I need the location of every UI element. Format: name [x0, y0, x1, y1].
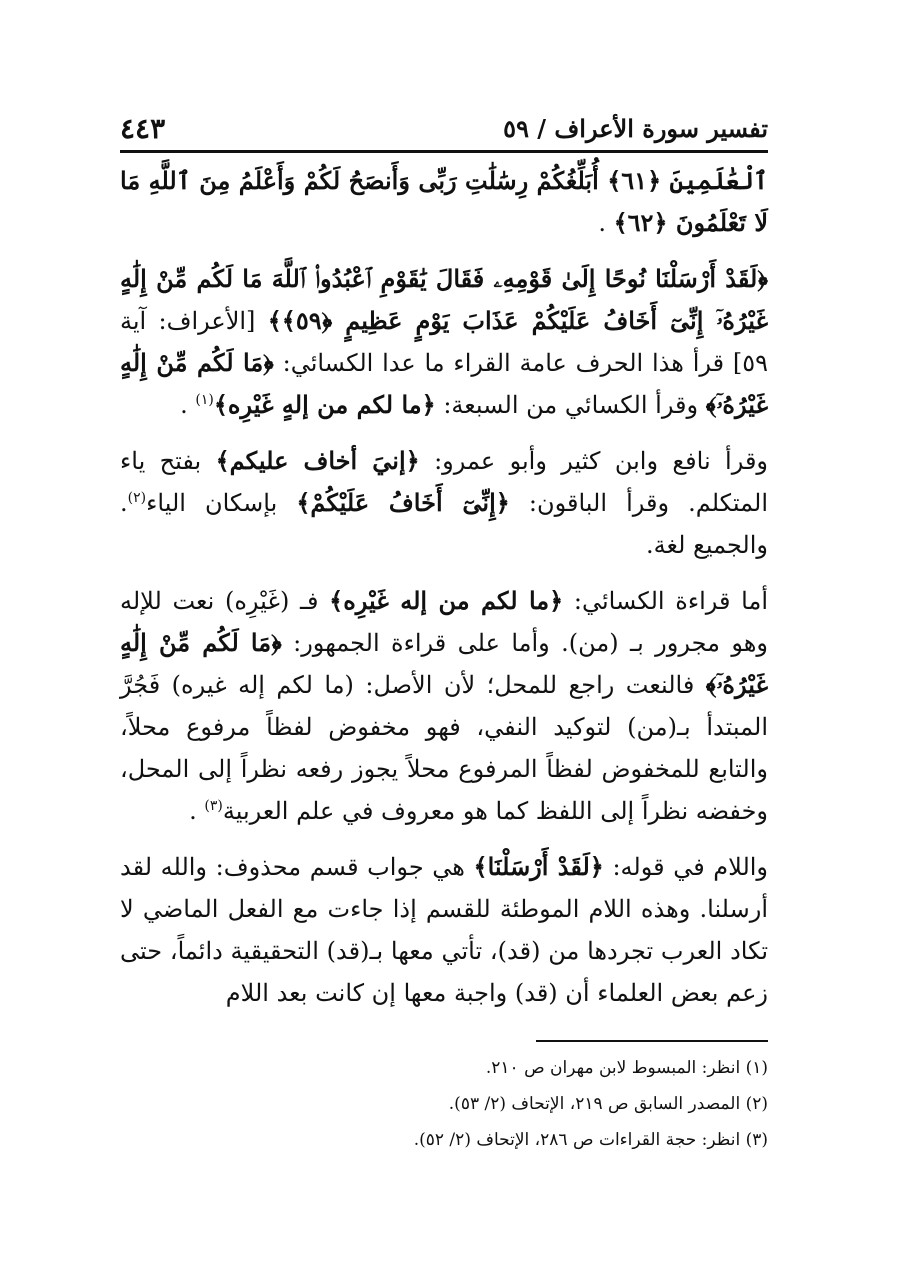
- text-run: بفتح ياء المتكلم. وقرأ الباقون:: [120, 447, 768, 517]
- footnote-marker: (٣): [204, 798, 223, 814]
- text-run: واللام في قوله:: [603, 853, 769, 881]
- page-header: [120, 108, 768, 148]
- paragraph: [120, 440, 768, 566]
- quran-quote: ﴿إنيَ أخاف عليكم﴾: [215, 446, 420, 475]
- footnote-marker: (٢): [127, 490, 147, 506]
- text-run: هي جواب قسم محذوف: والله لقد أرسلنا. وهذه اللام الموطئة للقسم إذا جاءت مع الفعل الماضي لا تكاد العرب تجردها من (قد)، تأتي معها بـ(قد) التحقيقية دائماً، حتى زعم بعض العلماء أن (قد) واجبة معها إن كانت بعد اللام: [120, 853, 768, 1007]
- text-run: .: [598, 209, 614, 237]
- footnote-3: (٣) انظر: حجة القراءات ص ٢٨٦، الإتحاف (٢/ ٥٢).: [413, 1130, 768, 1150]
- text-run: [الأعراف: آية ٥٩] قرأ هذا الحرف عامة القراء ما عدا الكسائي:: [120, 307, 768, 377]
- paragraph: [120, 258, 768, 426]
- footnotes: [120, 1050, 768, 1158]
- quran-quote: ﴿ما لكم من إله غَيْرِه﴾: [329, 586, 564, 615]
- quran-quote: ﴿إِنِّىٓ أَخَافُ عَلَيْكُمْ﴾: [296, 488, 510, 517]
- quran-quote: ﴿لَقَدْ أَرْسَلْنَا نُوحًا إِلَىٰ قَوْمِهِۦ فَقَالَ يَٰقَوْمِ ٱعْبُدُوا۟ ٱللَّهَ مَا لَكُم مِّنْ إِلَٰهٍ غَيْرُهُۥٓ إِنِّىٓ أَخَافُ عَلَيْكُمْ عَذَابَ يَوْمٍ عَظِيمٍ ﴿٥٩﴾﴾: [120, 264, 768, 335]
- quran-quote: ٱلْعَٰلَمِينَ ﴿٦١﴾ أُبَلِّغُكُمْ رِسَٰلَٰتِ رَبِّى وَأَنصَحُ لَكُمْ وَأَعْلَمُ مِنَ ٱللَّهِ مَا لَا تَعْلَمُونَ ﴿٦٢﴾: [120, 166, 768, 237]
- text-run: أما قراءة الكسائي:: [563, 587, 769, 615]
- text-run: .: [180, 391, 196, 419]
- footnote-marker: (١): [195, 392, 214, 408]
- paragraph: [120, 580, 768, 832]
- page-number: ٤٤٣: [120, 111, 166, 145]
- footnote-separator: [536, 1040, 768, 1042]
- text-run: وقرأ نافع وابن كثير وأبو عمرو:: [419, 447, 769, 475]
- text-run: بإسكان الياء: [146, 489, 297, 517]
- running-title: تفسير سورة الأعراف / ٥٩: [503, 113, 768, 143]
- paragraph: [120, 160, 768, 244]
- text-run: . والجميع لغة.: [120, 489, 768, 559]
- main-text: [120, 160, 768, 1028]
- footnote-1: (١) انظر: المبسوط لابن مهران ص ٢١٠.: [485, 1058, 768, 1078]
- footnote-2: (٢) المصدر السابق ص ٢١٩، الإتحاف (٢/ ٥٣).: [448, 1094, 768, 1114]
- quran-quote: ﴿مَا لَكُم مِّنْ إِلَٰهٍ غَيْرُهُۥٓ﴾: [120, 628, 768, 699]
- text-run: فـ (غَيْرِه) نعت للإله وهو مجرور بـ (من). وأما على قراءة الجمهور:: [120, 587, 768, 657]
- paragraph: [120, 846, 768, 1014]
- text-run: فالنعت راجع للمحل؛ لأن الأصل: (ما لكم إله غيره) فَجُرَّ المبتدأ بـ(من) لتوكيد النفي، فهو مخفوض لفظاً مرفوع محلاً، والتابع للمخفوض لفظاً المرفوع محلاً يجوز رفعه نظراً إلى المحل، وخفضه نظراً إلى اللفظ كما هو معروف في علم العربية: [120, 671, 768, 825]
- quran-quote: ﴿لَقَدْ أَرْسَلْنَا﴾: [473, 852, 604, 881]
- text-run: وقرأ الكسائي من السبعة:: [435, 391, 706, 419]
- text-run: .: [189, 797, 205, 825]
- quran-quote: ﴿مَا لَكُم مِّنْ إِلَٰهٍ غَيْرُهُۥٓ﴾: [120, 348, 768, 419]
- quran-quote: ﴿ما لكم من إلهٍ غَيْرِه﴾: [213, 390, 436, 419]
- header-rule: [120, 150, 768, 153]
